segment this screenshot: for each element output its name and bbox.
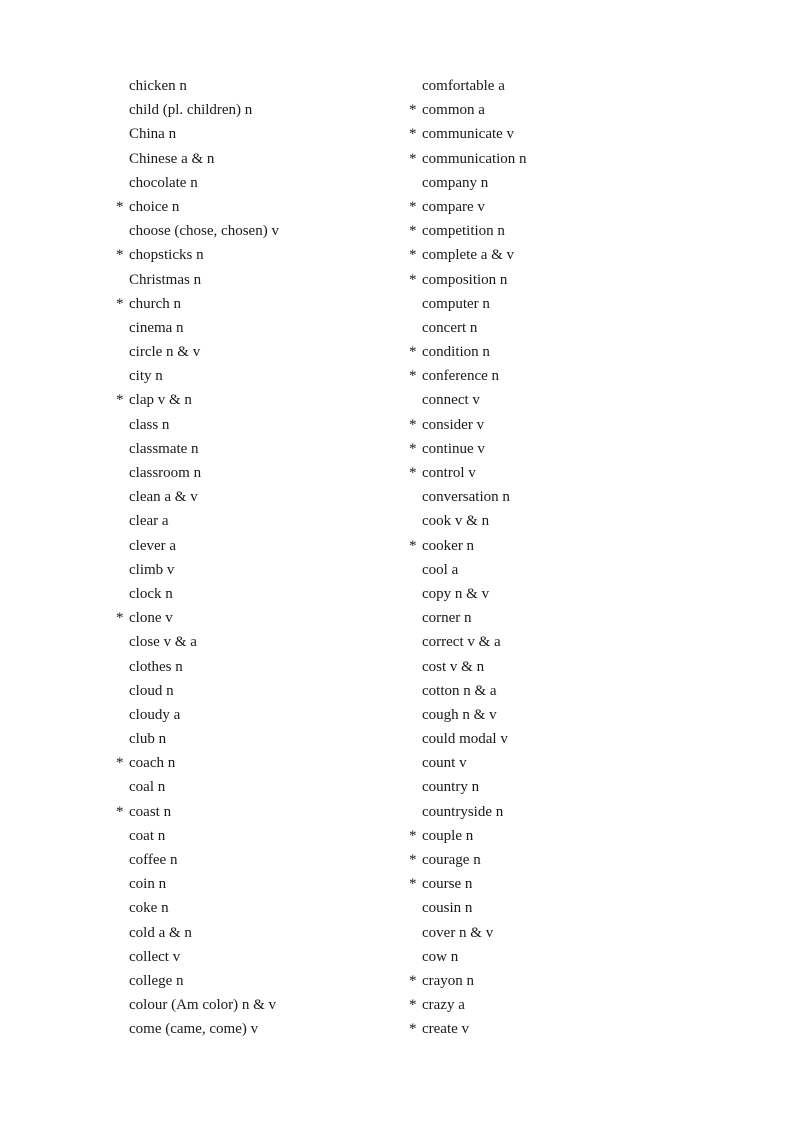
word-entry bbox=[116, 292, 386, 316]
word-entry bbox=[116, 534, 386, 558]
word-entry bbox=[116, 388, 386, 412]
entry-marker: * bbox=[409, 150, 417, 167]
word-entry bbox=[409, 243, 709, 267]
word-entry bbox=[409, 219, 709, 243]
entry-marker: * bbox=[409, 198, 417, 215]
word-entry bbox=[116, 727, 386, 751]
entry-word: cotton n & a bbox=[422, 682, 497, 699]
entry-word: condition n bbox=[422, 344, 490, 361]
word-entry bbox=[116, 993, 386, 1017]
entry-word: coke n bbox=[129, 900, 169, 917]
word-entry bbox=[409, 74, 709, 98]
entry-word: chocolate n bbox=[129, 174, 198, 191]
word-entry bbox=[116, 582, 386, 606]
entry-word: climb v bbox=[129, 561, 175, 578]
entry-marker: * bbox=[409, 465, 417, 481]
word-entry bbox=[409, 824, 709, 848]
word-entry bbox=[116, 775, 386, 799]
entry-word: clear a bbox=[129, 513, 169, 530]
word-entry bbox=[409, 485, 709, 509]
word-entry bbox=[409, 534, 709, 558]
entry-word: count v bbox=[422, 755, 467, 772]
entry-word: clean a & v bbox=[129, 489, 198, 506]
word-entry bbox=[409, 945, 709, 969]
word-entry bbox=[116, 606, 386, 630]
entry-word: Christmas n bbox=[129, 271, 202, 288]
word-entry bbox=[409, 292, 709, 316]
entry-word: circle n & v bbox=[129, 344, 201, 361]
entry-word: create v bbox=[422, 1021, 470, 1038]
word-entry bbox=[409, 413, 709, 437]
entry-marker: * bbox=[409, 827, 417, 844]
entry-word: choice n bbox=[129, 198, 180, 215]
word-entry bbox=[409, 993, 709, 1017]
word-entry bbox=[409, 582, 709, 606]
entry-word: coast n bbox=[129, 803, 172, 820]
word-entry bbox=[116, 268, 386, 292]
word-entry bbox=[409, 98, 709, 122]
word-entry bbox=[409, 461, 709, 485]
entry-word: continue v bbox=[422, 440, 485, 457]
entry-word: Chinese a & n bbox=[129, 150, 215, 167]
entry-marker: * bbox=[116, 295, 124, 312]
entry-word: conversation n bbox=[422, 489, 510, 506]
word-entry bbox=[116, 485, 386, 509]
entry-word: crazy a bbox=[422, 997, 465, 1014]
entry-marker: * bbox=[116, 610, 124, 627]
word-entry bbox=[409, 364, 709, 388]
entry-word: corner n bbox=[422, 610, 472, 627]
word-entry bbox=[116, 1017, 386, 1041]
entry-word: communicate v bbox=[422, 126, 515, 143]
entry-word: child (pl. children) n bbox=[129, 102, 253, 119]
entry-word: clever a bbox=[129, 537, 177, 554]
word-entry bbox=[116, 824, 386, 848]
entry-word: cost v & n bbox=[422, 658, 485, 675]
entry-word: cousin n bbox=[422, 900, 473, 917]
word-entry bbox=[409, 558, 709, 582]
entry-marker: * bbox=[409, 102, 417, 119]
word-entry bbox=[116, 679, 386, 703]
word-entry bbox=[409, 268, 709, 292]
entry-word: cloud n bbox=[129, 682, 174, 699]
entry-marker: * bbox=[409, 852, 417, 868]
entry-marker: * bbox=[409, 972, 417, 989]
word-entry bbox=[409, 703, 709, 727]
entry-marker: * bbox=[409, 440, 417, 457]
entry-word: couple n bbox=[422, 827, 474, 844]
word-entry bbox=[409, 316, 709, 340]
entry-marker: * bbox=[409, 1021, 417, 1038]
entry-word: clock n bbox=[129, 585, 173, 602]
entry-word: concert n bbox=[422, 319, 478, 336]
entry-word: country n bbox=[422, 779, 480, 796]
word-entry bbox=[409, 437, 709, 461]
word-entry bbox=[409, 896, 709, 920]
word-entry bbox=[409, 388, 709, 412]
word-list-left-column bbox=[116, 74, 386, 1042]
word-entry bbox=[116, 98, 386, 122]
entry-word: consider v bbox=[422, 416, 485, 433]
entry-word: class n bbox=[129, 416, 170, 433]
word-entry bbox=[409, 630, 709, 654]
word-entry bbox=[116, 872, 386, 896]
entry-marker: * bbox=[116, 247, 124, 264]
word-entry bbox=[409, 606, 709, 630]
word-entry bbox=[409, 679, 709, 703]
entry-word: crayon n bbox=[422, 972, 475, 989]
entry-word: collect v bbox=[129, 948, 181, 965]
word-entry bbox=[116, 630, 386, 654]
word-entry bbox=[409, 195, 709, 219]
entry-word: college n bbox=[129, 972, 184, 989]
word-entry bbox=[409, 775, 709, 799]
word-entry bbox=[116, 751, 386, 775]
word-entry bbox=[409, 921, 709, 945]
entry-word: coin n bbox=[129, 876, 167, 893]
entry-word: control v bbox=[422, 465, 476, 481]
entry-word: cook v & n bbox=[422, 513, 490, 530]
entry-word: cooker n bbox=[422, 537, 475, 554]
entry-word: correct v & a bbox=[422, 634, 501, 651]
word-entry bbox=[116, 340, 386, 364]
entry-word: course n bbox=[422, 876, 473, 893]
entry-word: classmate n bbox=[129, 440, 199, 457]
entry-marker: * bbox=[409, 126, 417, 143]
word-entry bbox=[116, 122, 386, 146]
entry-word: China n bbox=[129, 126, 177, 143]
entry-word: composition n bbox=[422, 271, 508, 288]
entry-word: common a bbox=[422, 102, 485, 119]
entry-word: cow n bbox=[422, 948, 459, 965]
word-list-right-column bbox=[409, 74, 709, 1042]
word-entry bbox=[116, 316, 386, 340]
word-entry bbox=[409, 751, 709, 775]
word-entry bbox=[116, 413, 386, 437]
entry-word: close v & a bbox=[129, 634, 197, 651]
word-entry bbox=[409, 872, 709, 896]
word-entry bbox=[409, 340, 709, 364]
entry-word: cinema n bbox=[129, 319, 184, 336]
word-entry bbox=[409, 122, 709, 146]
word-entry bbox=[116, 364, 386, 388]
word-entry bbox=[409, 655, 709, 679]
entry-word: cold a & n bbox=[129, 924, 192, 941]
word-entry bbox=[116, 147, 386, 171]
entry-word: classroom n bbox=[129, 465, 202, 481]
entry-marker: * bbox=[116, 803, 124, 820]
word-entry bbox=[116, 921, 386, 945]
entry-marker: * bbox=[409, 537, 417, 554]
entry-marker: * bbox=[409, 416, 417, 433]
word-entry bbox=[116, 509, 386, 533]
word-entry bbox=[116, 945, 386, 969]
entry-word: clap v & n bbox=[129, 392, 192, 409]
entry-word: coat n bbox=[129, 827, 166, 844]
word-entry bbox=[409, 969, 709, 993]
entry-marker: * bbox=[409, 223, 417, 240]
entry-marker: * bbox=[116, 198, 124, 215]
entry-word: club n bbox=[129, 731, 167, 748]
word-entry bbox=[116, 969, 386, 993]
entry-word: communication n bbox=[422, 150, 527, 167]
entry-word: coffee n bbox=[129, 852, 178, 868]
word-entry bbox=[116, 195, 386, 219]
word-entry bbox=[116, 558, 386, 582]
word-entry bbox=[409, 848, 709, 872]
entry-marker: * bbox=[409, 997, 417, 1014]
entry-word: coach n bbox=[129, 755, 176, 772]
entry-word: chopsticks n bbox=[129, 247, 204, 264]
entry-word: copy n & v bbox=[422, 585, 490, 602]
entry-word: coal n bbox=[129, 779, 166, 796]
entry-word: company n bbox=[422, 174, 489, 191]
word-entry bbox=[116, 219, 386, 243]
word-entry bbox=[116, 655, 386, 679]
entry-word: colour (Am color) n & v bbox=[129, 997, 277, 1014]
entry-marker: * bbox=[116, 392, 124, 409]
entry-word: courage n bbox=[422, 852, 481, 868]
word-entry bbox=[409, 147, 709, 171]
entry-word: church n bbox=[129, 295, 182, 312]
entry-word: connect v bbox=[422, 392, 480, 409]
entry-marker: * bbox=[409, 271, 417, 288]
entry-marker: * bbox=[116, 755, 124, 772]
word-entry bbox=[116, 171, 386, 195]
entry-word: conference n bbox=[422, 368, 500, 385]
word-entry bbox=[116, 848, 386, 872]
word-entry bbox=[116, 800, 386, 824]
word-entry bbox=[116, 437, 386, 461]
word-entry bbox=[409, 1017, 709, 1041]
entry-word: choose (chose, chosen) v bbox=[129, 223, 279, 240]
entry-marker: * bbox=[409, 368, 417, 385]
word-entry bbox=[409, 509, 709, 533]
entry-word: cover n & v bbox=[422, 924, 494, 941]
word-entry bbox=[116, 243, 386, 267]
entry-word: cough n & v bbox=[422, 706, 497, 723]
entry-word: cool a bbox=[422, 561, 459, 578]
entry-word: clone v bbox=[129, 610, 173, 627]
entry-word: clothes n bbox=[129, 658, 183, 675]
entry-word: countryside n bbox=[422, 803, 504, 820]
word-entry bbox=[116, 74, 386, 98]
word-entry bbox=[409, 727, 709, 751]
word-entry bbox=[116, 461, 386, 485]
word-entry bbox=[116, 896, 386, 920]
entry-word: comfortable a bbox=[422, 78, 505, 94]
entry-word: could modal v bbox=[422, 731, 508, 748]
entry-word: come (came, come) v bbox=[129, 1021, 259, 1038]
entry-word: chicken n bbox=[129, 78, 187, 94]
entry-word: complete a & v bbox=[422, 247, 515, 264]
entry-marker: * bbox=[409, 344, 417, 361]
entry-word: competition n bbox=[422, 223, 505, 240]
word-entry bbox=[409, 171, 709, 195]
entry-word: compare v bbox=[422, 198, 485, 215]
word-entry bbox=[116, 703, 386, 727]
entry-word: cloudy a bbox=[129, 706, 181, 723]
entry-marker: * bbox=[409, 876, 417, 893]
entry-marker: * bbox=[409, 247, 417, 264]
word-entry bbox=[409, 800, 709, 824]
entry-word: city n bbox=[129, 368, 163, 385]
entry-word: computer n bbox=[422, 295, 490, 312]
